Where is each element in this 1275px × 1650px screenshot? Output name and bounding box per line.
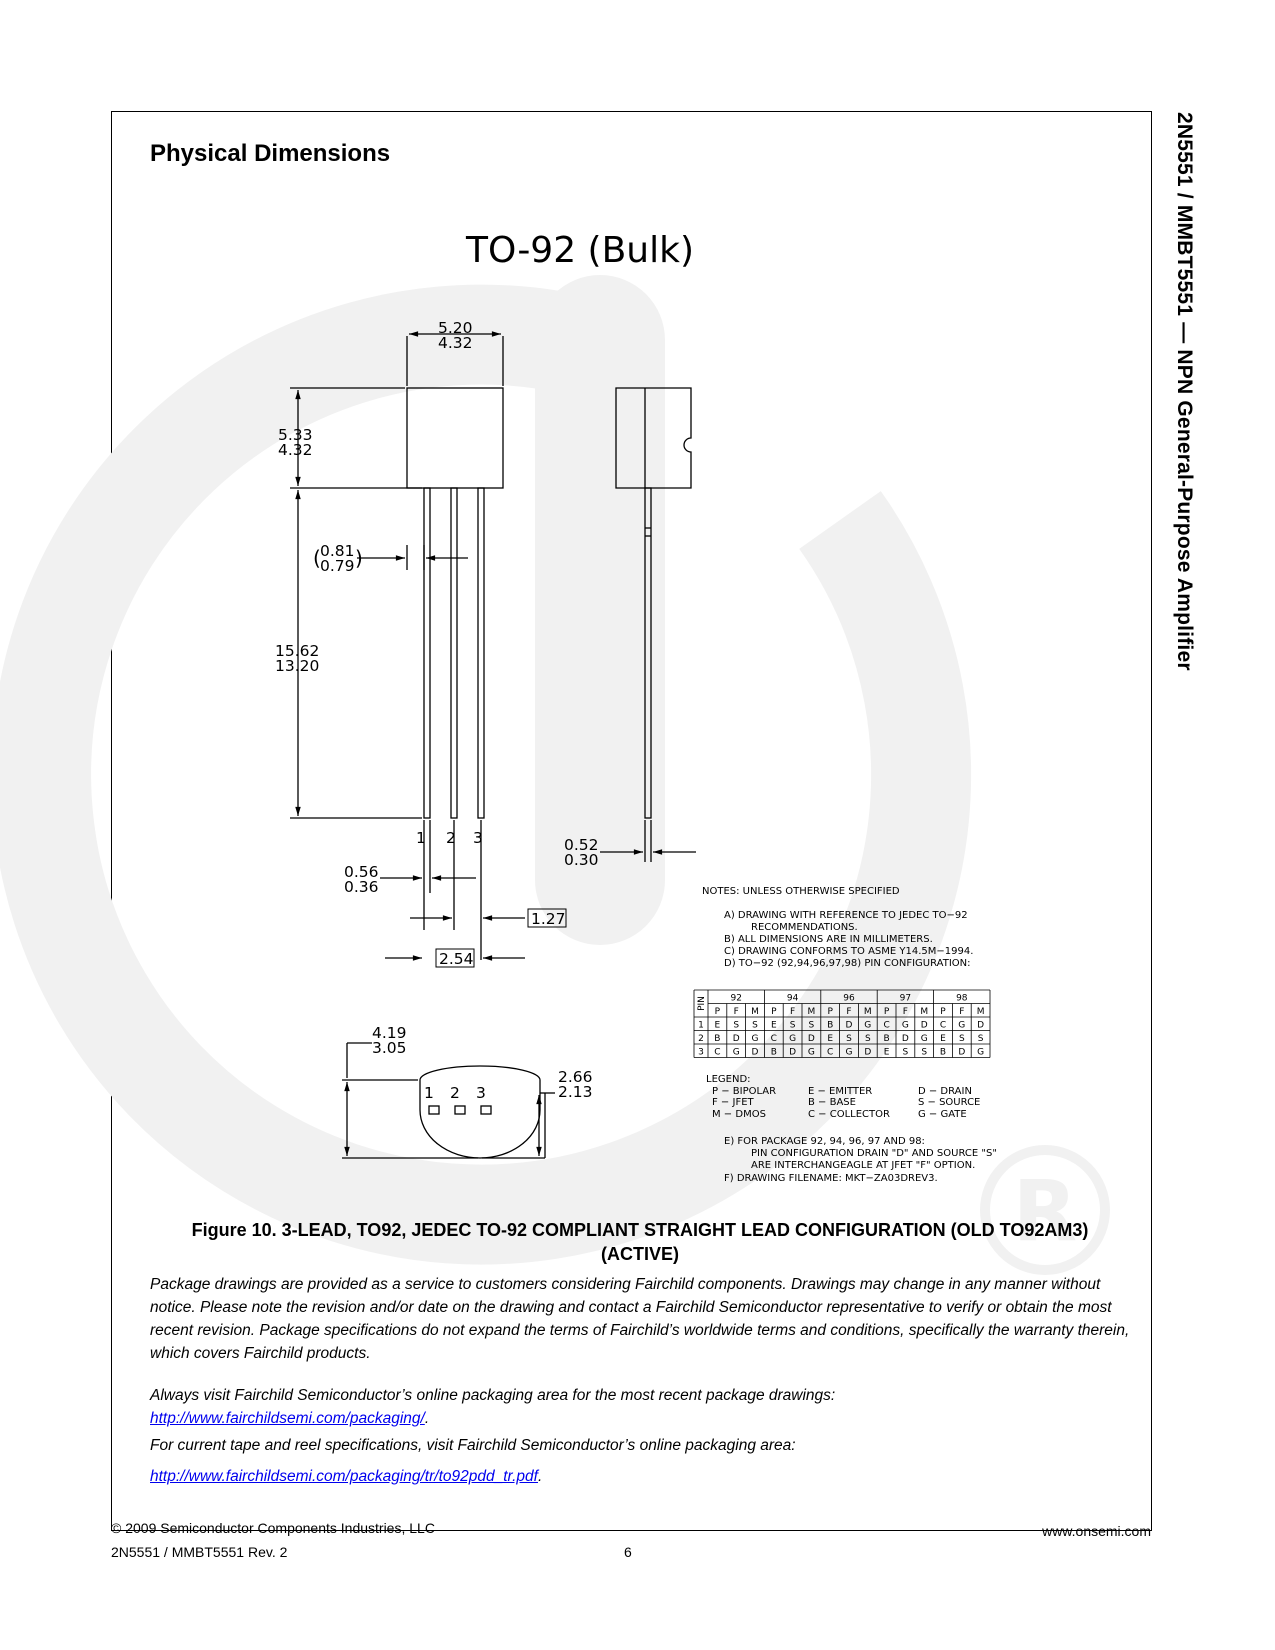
svg-text:C) DRAWING CONFORMS TO ASME: C) DRAWING CONFORMS TO ASME Y14.5M−1994.	[724, 946, 974, 957]
pin-label-1: 1	[416, 829, 426, 847]
svg-text:LEGEND:: LEGEND:	[706, 1074, 751, 1085]
pin-cell: G	[807, 1047, 815, 1058]
bottom-pin-label-1: 1	[424, 1084, 434, 1102]
pin-cell: B	[714, 1034, 721, 1044]
type-header: F	[902, 1007, 908, 1017]
pin-label-2: 2	[446, 829, 456, 847]
packaging-link[interactable]: http://www.fairchildsemi.com/packaging/	[150, 1410, 425, 1427]
pin-cell: D	[920, 1020, 928, 1031]
type-header: P	[771, 1007, 777, 1017]
dim-depth-max: 4.19	[372, 1024, 407, 1042]
pin-label-3: 3	[473, 829, 483, 847]
pin-cell: D	[958, 1047, 966, 1058]
pin-number: 3	[698, 1047, 704, 1058]
dim-lead-t-max: 0.52	[564, 836, 599, 854]
type-header: F	[790, 1007, 796, 1017]
pin-cell: D	[845, 1020, 853, 1031]
pin-cell: S	[808, 1020, 815, 1031]
dim-lead-t-min: 0.30	[564, 851, 599, 869]
pin-cell: S	[902, 1047, 909, 1058]
pin-cell: D	[732, 1034, 740, 1044]
pin-cell: E	[940, 1034, 946, 1044]
pin-cell: G	[901, 1020, 909, 1031]
side-title: 2N5551 / MMBT5551 — NPN General-Purpose Amplifier	[1173, 112, 1196, 671]
dim-height-min: 2.13	[558, 1083, 593, 1101]
pin-cell: G	[751, 1034, 759, 1044]
pin-cell: S	[977, 1034, 984, 1044]
pin-cell: G	[845, 1047, 853, 1058]
svg-text:P − BIPOLAR: P − BIPOLAR	[712, 1086, 777, 1097]
type-header: P	[827, 1007, 833, 1017]
pin-cell: G	[732, 1047, 740, 1058]
footer-page-number: 6	[624, 1544, 632, 1560]
svg-text:G − GATE: G − GATE	[918, 1109, 967, 1120]
type-header: M	[976, 1007, 985, 1017]
tape-reel-note: For current tape and reel specifications, visit Fairchild Semiconductor’s online packaging area:	[150, 1437, 796, 1454]
pin-cell: B	[770, 1047, 777, 1058]
pin-cell: G	[977, 1047, 985, 1058]
type-header: P	[714, 1007, 721, 1017]
type-header: F	[733, 1007, 739, 1017]
footer-website: www.onsemi.com	[1042, 1523, 1151, 1539]
package-header: 98	[956, 993, 968, 1004]
tape-reel-link-line: http://www.fairchildsemi.com/packaging/tr/to92pdd_tr.pdf.	[150, 1468, 543, 1485]
pin-cell: D	[751, 1047, 759, 1058]
type-header: M	[807, 1007, 816, 1017]
type-header: F	[846, 1007, 852, 1017]
svg-text:F − JFET: F − JFET	[712, 1097, 754, 1108]
type-header: M	[751, 1007, 759, 1017]
svg-text:E − EMITTER: E − EMITTER	[808, 1086, 873, 1097]
bottom-pin-label-3: 3	[476, 1084, 486, 1102]
pin-cell: G	[920, 1034, 928, 1044]
svg-text:D − DRAIN: D − DRAIN	[918, 1086, 972, 1097]
tape-reel-link[interactable]: http://www.fairchildsemi.com/packaging/tr/to92pdd_tr.pdf	[150, 1468, 538, 1485]
footer-copyright: © 2009 Semiconductor Components Industries, LLC	[111, 1520, 435, 1536]
dim-pitch: 2.54	[439, 950, 474, 968]
type-header: P	[883, 1007, 890, 1017]
svg-text:): )	[355, 546, 363, 570]
svg-text:B) ALL DIMENSIONS ARE IN MIL: B) ALL DIMENSIONS ARE IN MILLIMETERS.	[724, 934, 933, 945]
pin-cell: C	[939, 1020, 947, 1031]
watermark-logo	[41, 335, 1105, 1270]
svg-text:F) DRAWING FILENAME: MKT−ZA0: F) DRAWING FILENAME: MKT−ZA03DREV3.	[724, 1173, 938, 1184]
dim-depth-min: 3.05	[372, 1039, 407, 1057]
dim-shoulder-min: 0.79	[320, 557, 355, 575]
dim-width-max: 5.20	[438, 319, 473, 337]
bottom-pin-label-2: 2	[450, 1084, 460, 1102]
pin-number: 1	[698, 1020, 704, 1031]
pin-cell: C	[827, 1047, 834, 1058]
svg-text:R: R	[1012, 1162, 1078, 1260]
package-header: 92	[730, 993, 742, 1004]
footer-part-rev: 2N5551 / MMBT5551 Rev. 2	[111, 1544, 288, 1560]
svg-text:PIN CONFIGURATION DRAIN "D" AN: PIN CONFIGURATION DRAIN "D" AND SOURCE "S"	[751, 1148, 997, 1159]
pin-cell: D	[789, 1047, 797, 1058]
pin-cell: D	[864, 1047, 872, 1058]
dim-shoulder-max: 0.81	[320, 542, 355, 560]
pin-cell: D	[977, 1020, 985, 1031]
pin-cell: E	[827, 1034, 834, 1044]
pin-cell: S	[733, 1020, 740, 1031]
svg-text:S − SOURCE: S − SOURCE	[918, 1097, 981, 1108]
pin-cell: B	[827, 1020, 834, 1031]
type-header: M	[863, 1007, 872, 1017]
dim-body-h-min: 4.32	[278, 441, 313, 459]
dim-lead-w-max: 0.56	[344, 863, 379, 881]
pin-cell: C	[770, 1034, 777, 1044]
svg-text:E) FOR PACKAGE 92, 94, 96, 9: E) FOR PACKAGE 92, 94, 96, 97 AND 98:	[724, 1136, 925, 1147]
pin-cell: B	[883, 1034, 890, 1044]
pin-cell: E	[883, 1047, 890, 1058]
dim-pitch-half: 1.27	[531, 910, 566, 928]
section-title: Physical Dimensions	[150, 140, 391, 167]
pin-cell: E	[714, 1020, 721, 1031]
pin-number: 2	[698, 1034, 704, 1044]
pin-cell: D	[901, 1034, 909, 1044]
package-header: 94	[786, 993, 799, 1004]
svg-text:B − BASE: B − BASE	[808, 1097, 856, 1108]
dim-lead-w-min: 0.36	[344, 878, 379, 896]
packaging-note: Always visit Fairchild Semiconductor’s online packaging area for the most recent package drawings: http://www.fairchildsemi.com/packaging/.	[150, 1387, 836, 1427]
pin-cell: S	[921, 1047, 928, 1058]
type-header: M	[920, 1007, 929, 1017]
drawing-title: TO-92 (Bulk)	[465, 230, 695, 271]
pin-cell: B	[939, 1047, 947, 1058]
svg-text:(: (	[313, 546, 321, 570]
pin-cell: S	[789, 1020, 796, 1031]
svg-text:NOTES: UNLESS OTHERWISE SPECIF: NOTES: UNLESS OTHERWISE SPECIFIED	[702, 886, 900, 897]
svg-text:RECOMMENDATIONS.: RECOMMENDATIONS.	[751, 922, 858, 933]
disclaimer-paragraph: Package drawings are provided as a service to customers considering Fairchild components. Drawings may change in any manner without notice. Please note the revision and/or date on the drawing and contact a Fairchild Semiconductor representative to verify or obtain the most recent revision. Package specifications do not expand the terms of Fairchild’s worldwide terms and conditions, specifically the warranty therein, which covers Fairchild products.	[150, 1276, 1130, 1362]
package-header: 96	[843, 993, 855, 1004]
pin-cell: G	[789, 1034, 797, 1044]
dim-lead-len-min: 13.20	[275, 657, 320, 675]
type-header: F	[959, 1007, 965, 1017]
svg-text:M − DMOS: M − DMOS	[712, 1109, 766, 1120]
pin-header: PIN	[697, 996, 707, 1011]
dim-body-h-max: 5.33	[278, 426, 313, 444]
pin-cell: E	[770, 1020, 777, 1031]
pin-cell: S	[846, 1034, 852, 1044]
svg-text:A) DRAWING WITH REFERENCE TO: A) DRAWING WITH REFERENCE TO JEDEC TO−92	[724, 910, 968, 921]
svg-text:C − COLLECTOR: C − COLLECTOR	[808, 1109, 890, 1120]
dim-width-min: 4.32	[438, 334, 473, 352]
type-header: P	[940, 1007, 946, 1017]
pin-cell: D	[807, 1034, 815, 1044]
pin-cell: G	[864, 1020, 872, 1031]
pin-cell: S	[958, 1034, 965, 1044]
svg-text:ARE INTERCHANGEAGLE AT JFET "F: ARE INTERCHANGEAGLE AT JFET "F" OPTION.	[751, 1160, 976, 1171]
pin-cell: C	[714, 1047, 721, 1058]
svg-text:D) TO−92 (92,94,96,97,98) PI: D) TO−92 (92,94,96,97,98) PIN CONFIGURATION:	[724, 958, 971, 969]
figure-caption: Figure 10. 3-LEAD, TO92, JEDEC TO-92 COMPLIANT STRAIGHT LEAD CONFIGURATION (OLD TO92AM3) (ACTIVE)	[191, 1220, 1089, 1264]
dim-lead-len-max: 15.62	[275, 642, 320, 660]
pin-cell: S	[752, 1020, 758, 1031]
pin-cell: C	[883, 1020, 890, 1031]
pin-cell: G	[958, 1020, 966, 1031]
package-header: 97	[899, 993, 912, 1004]
dim-height-max: 2.66	[558, 1068, 593, 1086]
pin-cell: S	[864, 1034, 871, 1044]
